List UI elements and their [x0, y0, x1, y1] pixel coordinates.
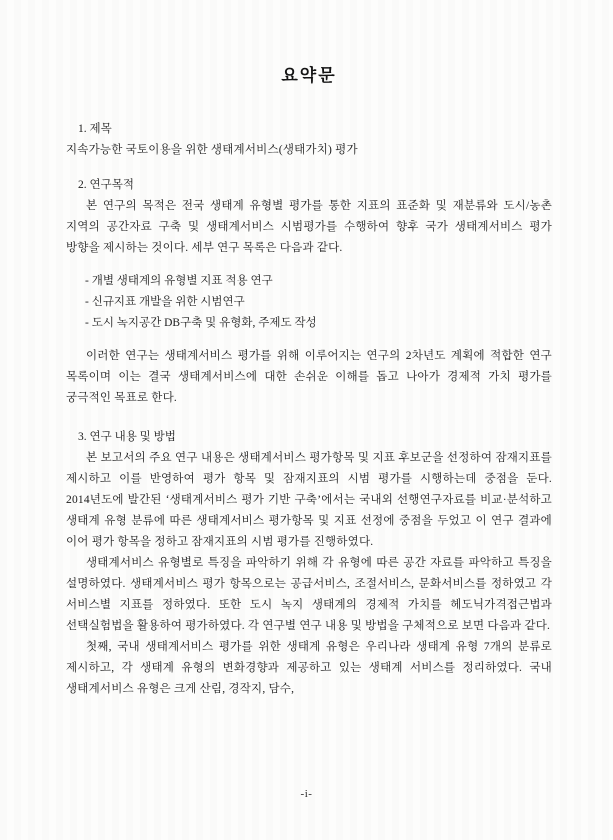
objective-item: - 신규지표 개발을 위한 시범연구	[85, 296, 245, 308]
section-1-paragraph: 지속가능한 국토이용을 위한 생태계서비스(생태가치) 평가	[66, 144, 358, 156]
document-content	[66, 0, 552, 700]
objective-list	[66, 271, 552, 334]
section-methods	[66, 427, 552, 700]
section-3-paragraph-3: 첫째, 국내 생태계서비스 평가를 위한 생태계 유형은 우리나라 생태계 유형 7개의 분류로 제시하고, 각 생태계 유형의 변화경향과 제공하고 있는 생태계 서비스를 정리하였다. 국내 생태계서비스 유형은 크게 산림, 경작지, 담수,	[66, 641, 552, 695]
section-2-closing-paragraph: 이러한 연구는 생태계서비스 평가를 위해 이루어지는 연구의 2차년도 계획에 적합한 연구 목록이며 이는 결국 생태계서비스에 대한 손쉬운 이해를 돕고 나아가 경제적 가치 평가를 궁극적인 목표로 한다.	[66, 350, 552, 404]
section-title	[66, 119, 552, 161]
objective-item: - 도시 녹지공간 DB구축 및 유형화, 주제도 작성	[85, 317, 317, 329]
section-3-paragraph-2: 생태계서비스 유형별로 특징을 파악하기 위해 각 유형에 따른 공간 자료를 파악하고 특징을 설명하였다. 생태계서비스 평가 항목으로는 공급서비스, 조절서비스, 문화서비스를 정하였고 각 서비스별 지표를 정하였다. 또한 도시 녹지 생태계의 경제적 가치를 헤도닉가격접근법과 선택실험법을 활용하여 평가하였다. 각 연구별 연구 내용 및 방법을 구체적으로 보면 다음과 같다.	[66, 557, 552, 632]
objective-item: - 개별 생태계의 유형별 지표 적용 연구	[85, 275, 273, 287]
section-2-paragraph: 본 연구의 목적은 전국 생태계 유형별 평가를 통한 지표의 표준화 및 재분류와 도시/농촌 지역의 공간자료 구축 및 생태계서비스 시범평가를 수행하여 향후 국가 생태계서비스 평가 방향을 제시하는 것이다. 세부 연구 목록은 다음과 같다.	[66, 200, 552, 254]
page-title: 요약문	[281, 66, 337, 85]
section-3-heading: 3. 연구 내용 및 방법	[78, 431, 176, 443]
section-2-heading: 2. 연구목적	[78, 179, 134, 191]
section-1-heading: 1. 제목	[78, 123, 112, 135]
section-3-paragraph-1: 본 보고서의 주요 연구 내용은 생태계서비스 평가항목 및 지표 후보군을 선정하여 잠재지표를 제시하고 이를 반영하여 평가 항목 및 잠재지표의 시범 평가를 시행하는데 중점을 둔다. 2014년도에 발간된 ‘생태계서비스 평가 기반 구축’에서는 국내외 선행연구자료를 비교·분석하고 생태계 유형 분류에 따른 생태계서비스 평가항목 및 지표 선정에 중점을 두었고 이 연구 결과에 이어 평가 항목을 정하고 잠재지표의 시범 평가를 진행하였다.	[66, 452, 552, 548]
page-number: -i-	[300, 788, 313, 800]
section-purpose	[66, 175, 552, 409]
